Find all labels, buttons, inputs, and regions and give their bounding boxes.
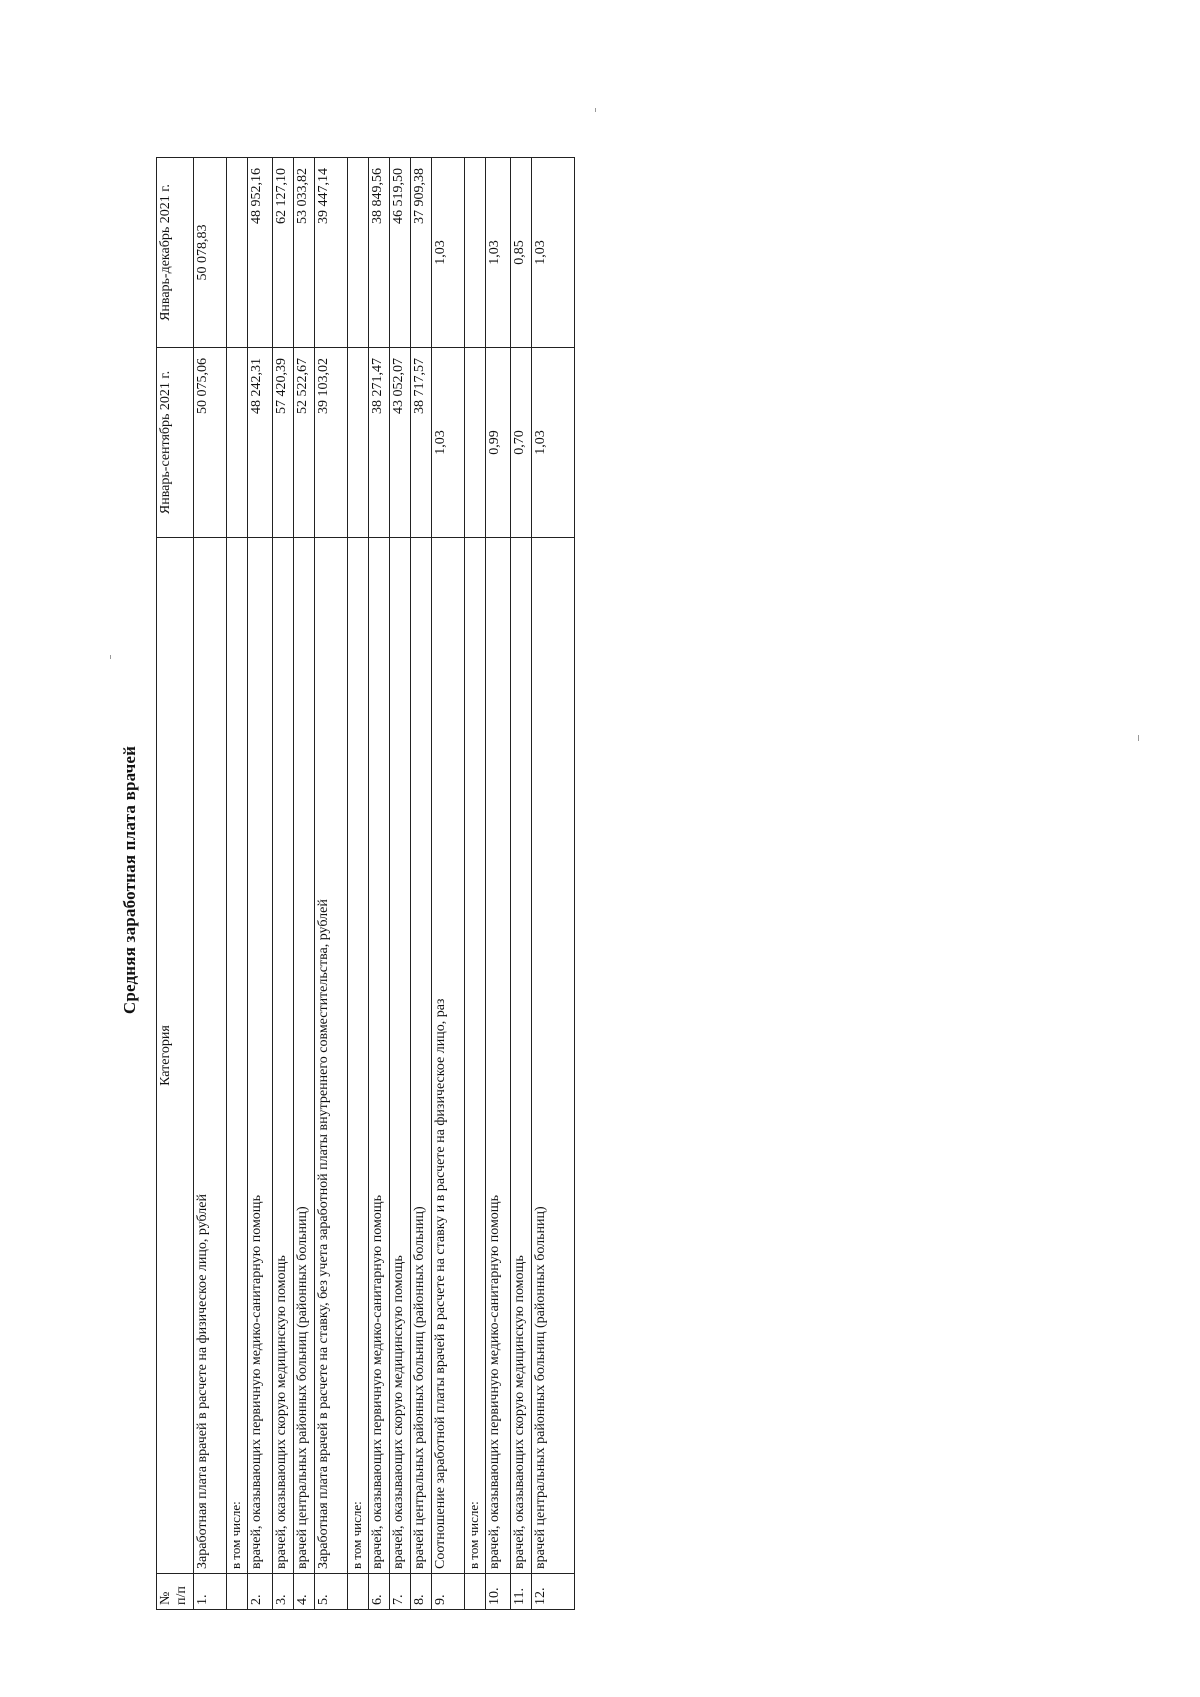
row-num: 11. bbox=[511, 1574, 532, 1610]
row-category: врачей центральных районных больниц (районных больниц) bbox=[411, 538, 432, 1574]
row-category: врачей, оказывающих скорую медицинскую помощь bbox=[511, 538, 532, 1574]
table-row bbox=[411, 158, 432, 1610]
row-value-period-2: 62 127,10 bbox=[273, 158, 294, 348]
row-category: в том числе: bbox=[348, 538, 369, 1574]
row-num bbox=[227, 1574, 248, 1610]
row-value-period-2: 37 909,38 bbox=[411, 158, 432, 348]
row-num: 6. bbox=[369, 1574, 390, 1610]
row-value-period-1: 48 242,31 bbox=[248, 348, 273, 538]
row-value-period-2: 50 078,83 bbox=[194, 158, 227, 348]
row-num: 2. bbox=[248, 1574, 273, 1610]
row-num bbox=[348, 1574, 369, 1610]
row-value-period-2 bbox=[227, 158, 248, 348]
header-period-1: Январь-сентябрь 2021 г. bbox=[157, 348, 194, 538]
row-category: врачей, оказывающих скорую медицинскую помощь bbox=[390, 538, 411, 1574]
salary-table-wrapper bbox=[156, 158, 575, 1610]
header-num: № п/п bbox=[157, 1574, 194, 1610]
row-value-period-1: 1,03 bbox=[532, 348, 575, 538]
row-num: 4. bbox=[294, 1574, 315, 1610]
header-period-2: Январь-декабрь 2021 г. bbox=[157, 158, 194, 348]
row-category: Соотношение заработной платы врачей в расчете на ставку и в расчете на физическое лицо, раз bbox=[432, 538, 465, 1574]
rotated-content bbox=[120, 150, 1120, 1610]
row-value-period-2: 48 952,16 bbox=[248, 158, 273, 348]
row-value-period-2: 1,03 bbox=[532, 158, 575, 348]
row-value-period-2: 46 519,50 bbox=[390, 158, 411, 348]
table-row bbox=[369, 158, 390, 1610]
row-value-period-1: 38 271,47 bbox=[369, 348, 390, 538]
row-value-period-1 bbox=[227, 348, 248, 538]
row-value-period-1 bbox=[348, 348, 369, 538]
table-row bbox=[432, 158, 465, 1610]
row-category: врачей центральных районных больниц (районных больниц) bbox=[294, 538, 315, 1574]
scan-speck bbox=[110, 655, 111, 659]
table-row bbox=[315, 158, 348, 1610]
row-category: врачей, оказывающих первичную медико-санитарную помощь bbox=[248, 538, 273, 1574]
row-num: 12. bbox=[532, 1574, 575, 1610]
row-value-period-1: 52 522,67 bbox=[294, 348, 315, 538]
row-category: врачей, оказывающих скорую медицинскую помощь bbox=[273, 538, 294, 1574]
table-row bbox=[511, 158, 532, 1610]
table-row bbox=[348, 158, 369, 1610]
row-value-period-1: 39 103,02 bbox=[315, 348, 348, 538]
row-category: Заработная плата врачей в расчете на физическое лицо, рублей bbox=[194, 538, 227, 1574]
table-row bbox=[465, 158, 486, 1610]
document-title: Средняя заработная плата врачей bbox=[120, 745, 139, 1015]
row-num: 8. bbox=[411, 1574, 432, 1610]
row-value-period-2: 53 033,82 bbox=[294, 158, 315, 348]
row-num: 1. bbox=[194, 1574, 227, 1610]
row-num: 3. bbox=[273, 1574, 294, 1610]
header-category: Категория bbox=[157, 538, 194, 1574]
row-value-period-2: 1,03 bbox=[432, 158, 465, 348]
row-category: врачей, оказывающих первичную медико-санитарную помощь bbox=[486, 538, 511, 1574]
row-num bbox=[465, 1574, 486, 1610]
scan-speck bbox=[1138, 735, 1139, 741]
table-row bbox=[486, 158, 511, 1610]
row-value-period-2: 0,85 bbox=[511, 158, 532, 348]
row-value-period-2 bbox=[465, 158, 486, 348]
row-value-period-2: 1,03 bbox=[486, 158, 511, 348]
table-row bbox=[532, 158, 575, 1610]
table-row bbox=[390, 158, 411, 1610]
table-row bbox=[248, 158, 273, 1610]
row-value-period-2: 38 849,56 bbox=[369, 158, 390, 348]
row-num: 9. bbox=[432, 1574, 465, 1610]
row-category: врачей центральных районных больниц (районных больниц) bbox=[532, 538, 575, 1574]
row-value-period-1 bbox=[465, 348, 486, 538]
row-value-period-1: 0,70 bbox=[511, 348, 532, 538]
row-category: врачей, оказывающих первичную медико-санитарную помощь bbox=[369, 538, 390, 1574]
table-row bbox=[227, 158, 248, 1610]
row-value-period-1: 50 075,06 bbox=[194, 348, 227, 538]
row-value-period-1: 57 420,39 bbox=[273, 348, 294, 538]
row-num: 5. bbox=[315, 1574, 348, 1610]
row-category: в том числе: bbox=[227, 538, 248, 1574]
row-value-period-2 bbox=[348, 158, 369, 348]
table-header-row bbox=[157, 158, 194, 1610]
row-category: Заработная плата врачей в расчете на ставку, без учета заработной платы внутреннего совместительства, рублей bbox=[315, 538, 348, 1574]
table-row bbox=[273, 158, 294, 1610]
row-value-period-1: 43 052,07 bbox=[390, 348, 411, 538]
row-num: 7. bbox=[390, 1574, 411, 1610]
scan-speck bbox=[595, 108, 596, 112]
row-value-period-1: 0,99 bbox=[486, 348, 511, 538]
row-num: 10. bbox=[486, 1574, 511, 1610]
row-value-period-1: 1,03 bbox=[432, 348, 465, 538]
table-row bbox=[294, 158, 315, 1610]
salary-table bbox=[156, 157, 575, 1610]
row-category: в том числе: bbox=[465, 538, 486, 1574]
row-value-period-1: 38 717,57 bbox=[411, 348, 432, 538]
table-row bbox=[194, 158, 227, 1610]
row-value-period-2: 39 447,14 bbox=[315, 158, 348, 348]
